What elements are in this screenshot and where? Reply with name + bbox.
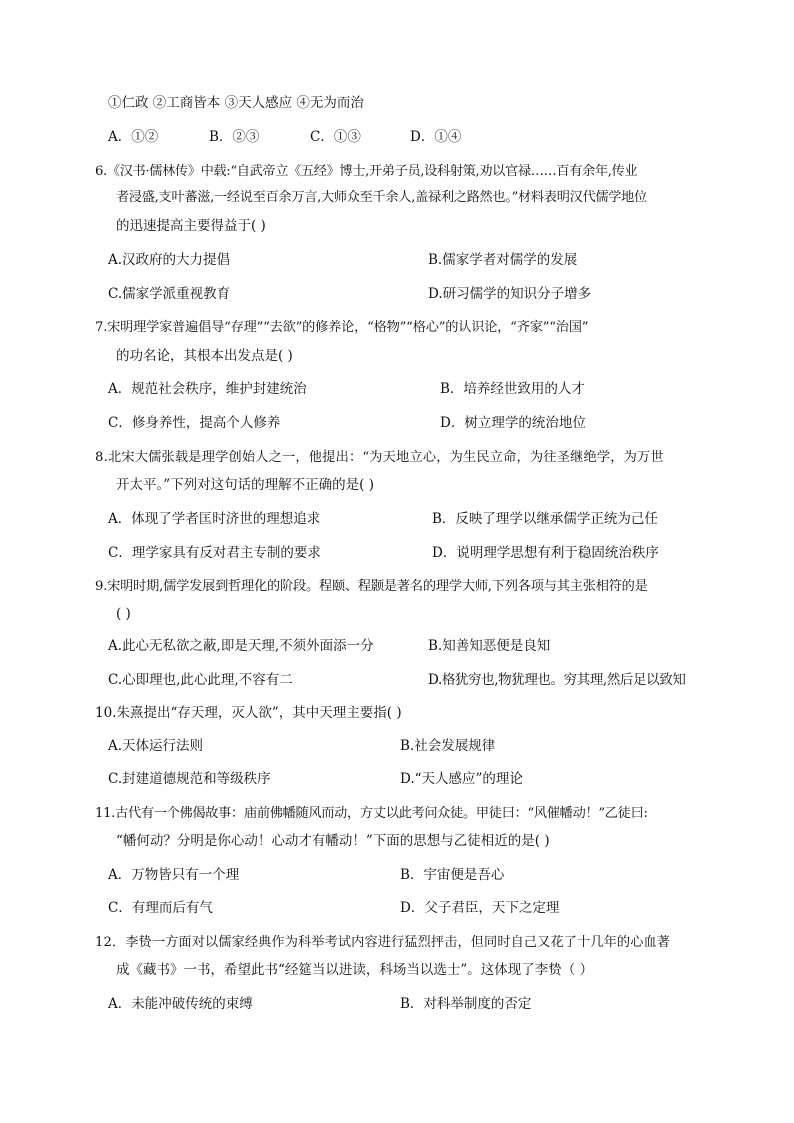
q5-option-d: D．①④ (410, 129, 462, 145)
q9-option-a: A.此心无私欲之蔽,即是天理,不须外面添一分 (108, 638, 374, 654)
q9-stem-line-2: ( ) (116, 606, 131, 622)
q11-option-c: C．有理而后有气 (108, 900, 213, 916)
q5-option-a: A．①② (108, 129, 159, 145)
q7-option-d: D．树立理学的统治地位 (440, 415, 586, 431)
q10-stem-line-1: 10.朱熹提出“存天理，灭人欲”，其中天理主要指( ) (95, 705, 402, 721)
q7-stem-line-1: 7.宋明理学家普遍倡导“存理”“去欲”的修养论，“格物”“格心”的认识论，“齐家”“治国” (95, 320, 589, 335)
q7-option-a: A．规范社会秩序，维护封建统治 (108, 381, 307, 397)
q11-option-d: D．父子君臣，天下之定理 (400, 900, 560, 916)
q11-stem-line-1: 11.古代有一个佛偈故事：庙前佛幡随风而动，方丈以此考问众徒。甲徒曰：“风催幡动！”乙徒曰: (95, 806, 648, 821)
q8-stem-line-2: 开太平。”下列对这句话的理解不正确的是( ) (116, 477, 374, 493)
q10-option-b: B.社会发展规律 (400, 738, 496, 754)
q8-option-c: C．理学家具有反对君主专制的要求 (108, 545, 321, 561)
q11-option-a: A．万物皆只有一个理 (108, 867, 240, 883)
q5-option-b: B．②③ (209, 129, 260, 145)
q6-option-a: A.汉政府的大力提倡 (108, 252, 231, 268)
q10-option-d: D.“天人感应”的理论 (400, 771, 523, 787)
q11-option-b: B．宇宙便是吾心 (400, 867, 505, 883)
q6-option-b: B.儒家学者对儒学的发展 (428, 252, 578, 268)
q6-option-c: C.儒家学派重视教育 (108, 286, 231, 302)
q8-option-d: D．说明理学思想有利于稳固统治秩序 (432, 545, 659, 561)
q6-stem-line-2: 者浸盛,支叶蕃滋,一经说至百余万言,大师众至千余人,盖禄利之路然也。”材料表明汉代儒学地位 (116, 190, 647, 205)
q10-option-c: C.封建道德规范和等级秩序 (108, 771, 271, 787)
q9-stem-line-1: 9.宋明时期,儒学发展到哲理化的阶段。程颐、程颢是著名的理学大师,下列各项与其主张相符的是 (95, 579, 648, 594)
q5-option-c: C．①③ (310, 129, 361, 145)
q6-stem-line-1: 6.《汉书·儒林传》中载:“自武帝立《五经》博士,开弟子员,设科射策,劝以官禄……百有余年,传业 (95, 164, 638, 179)
q8-option-b: B．反映了理学以继承儒学正统为己任 (432, 511, 658, 527)
q12-stem-line-2: 成《藏书》一书，希望此书“经筵当以进读，科场当以选士”。这体现了李贽（ ） (116, 962, 594, 978)
q10-option-a: A.天体运行法则 (108, 738, 204, 754)
q11-stem-line-2: “幡何动？分明是你心动！心动才有幡动！”下面的思想与乙徒相近的是( ) (116, 833, 550, 849)
q6-stem-line-3: 的迅速提高主要得益于( ) (116, 218, 266, 234)
q12-stem-line-1: 12．李贽一方面对以儒家经典作为科举考试内容进行猛烈抨击，但同时自己又花了十几年的心血著 (95, 935, 671, 950)
q9-option-c: C.心即理也,此心此理,不容有二 (108, 672, 293, 688)
q12-option-b: B．对科举制度的否定 (400, 996, 532, 1012)
q12-option-a: A．未能冲破传统的束缚 (108, 996, 253, 1012)
q5-items: ①仁政 ②工商皆本 ③天人感应 ④无为而治 (108, 95, 364, 111)
q9-option-b: B.知善知恶便是良知 (428, 638, 551, 654)
q8-stem-line-1: 8.北宋大儒张载是理学创始人之一，他提出：“为天地立心，为生民立命，为往圣继绝学，为万世 (95, 450, 664, 465)
q7-stem-line-2: 的功名论，其根本出发点是( ) (116, 348, 293, 364)
q8-option-a: A．体现了学者匡时济世的理想追求 (108, 511, 321, 527)
q7-option-b: B．培养经世致用的人才 (440, 381, 585, 397)
q9-option-d: D.格犹穷也,物犹理也。穷其理,然后足以致知 (428, 672, 686, 688)
q6-option-d: D.研习儒学的知识分子增多 (428, 286, 592, 302)
q7-option-c: C．修身养性，提高个人修养 (108, 415, 281, 431)
